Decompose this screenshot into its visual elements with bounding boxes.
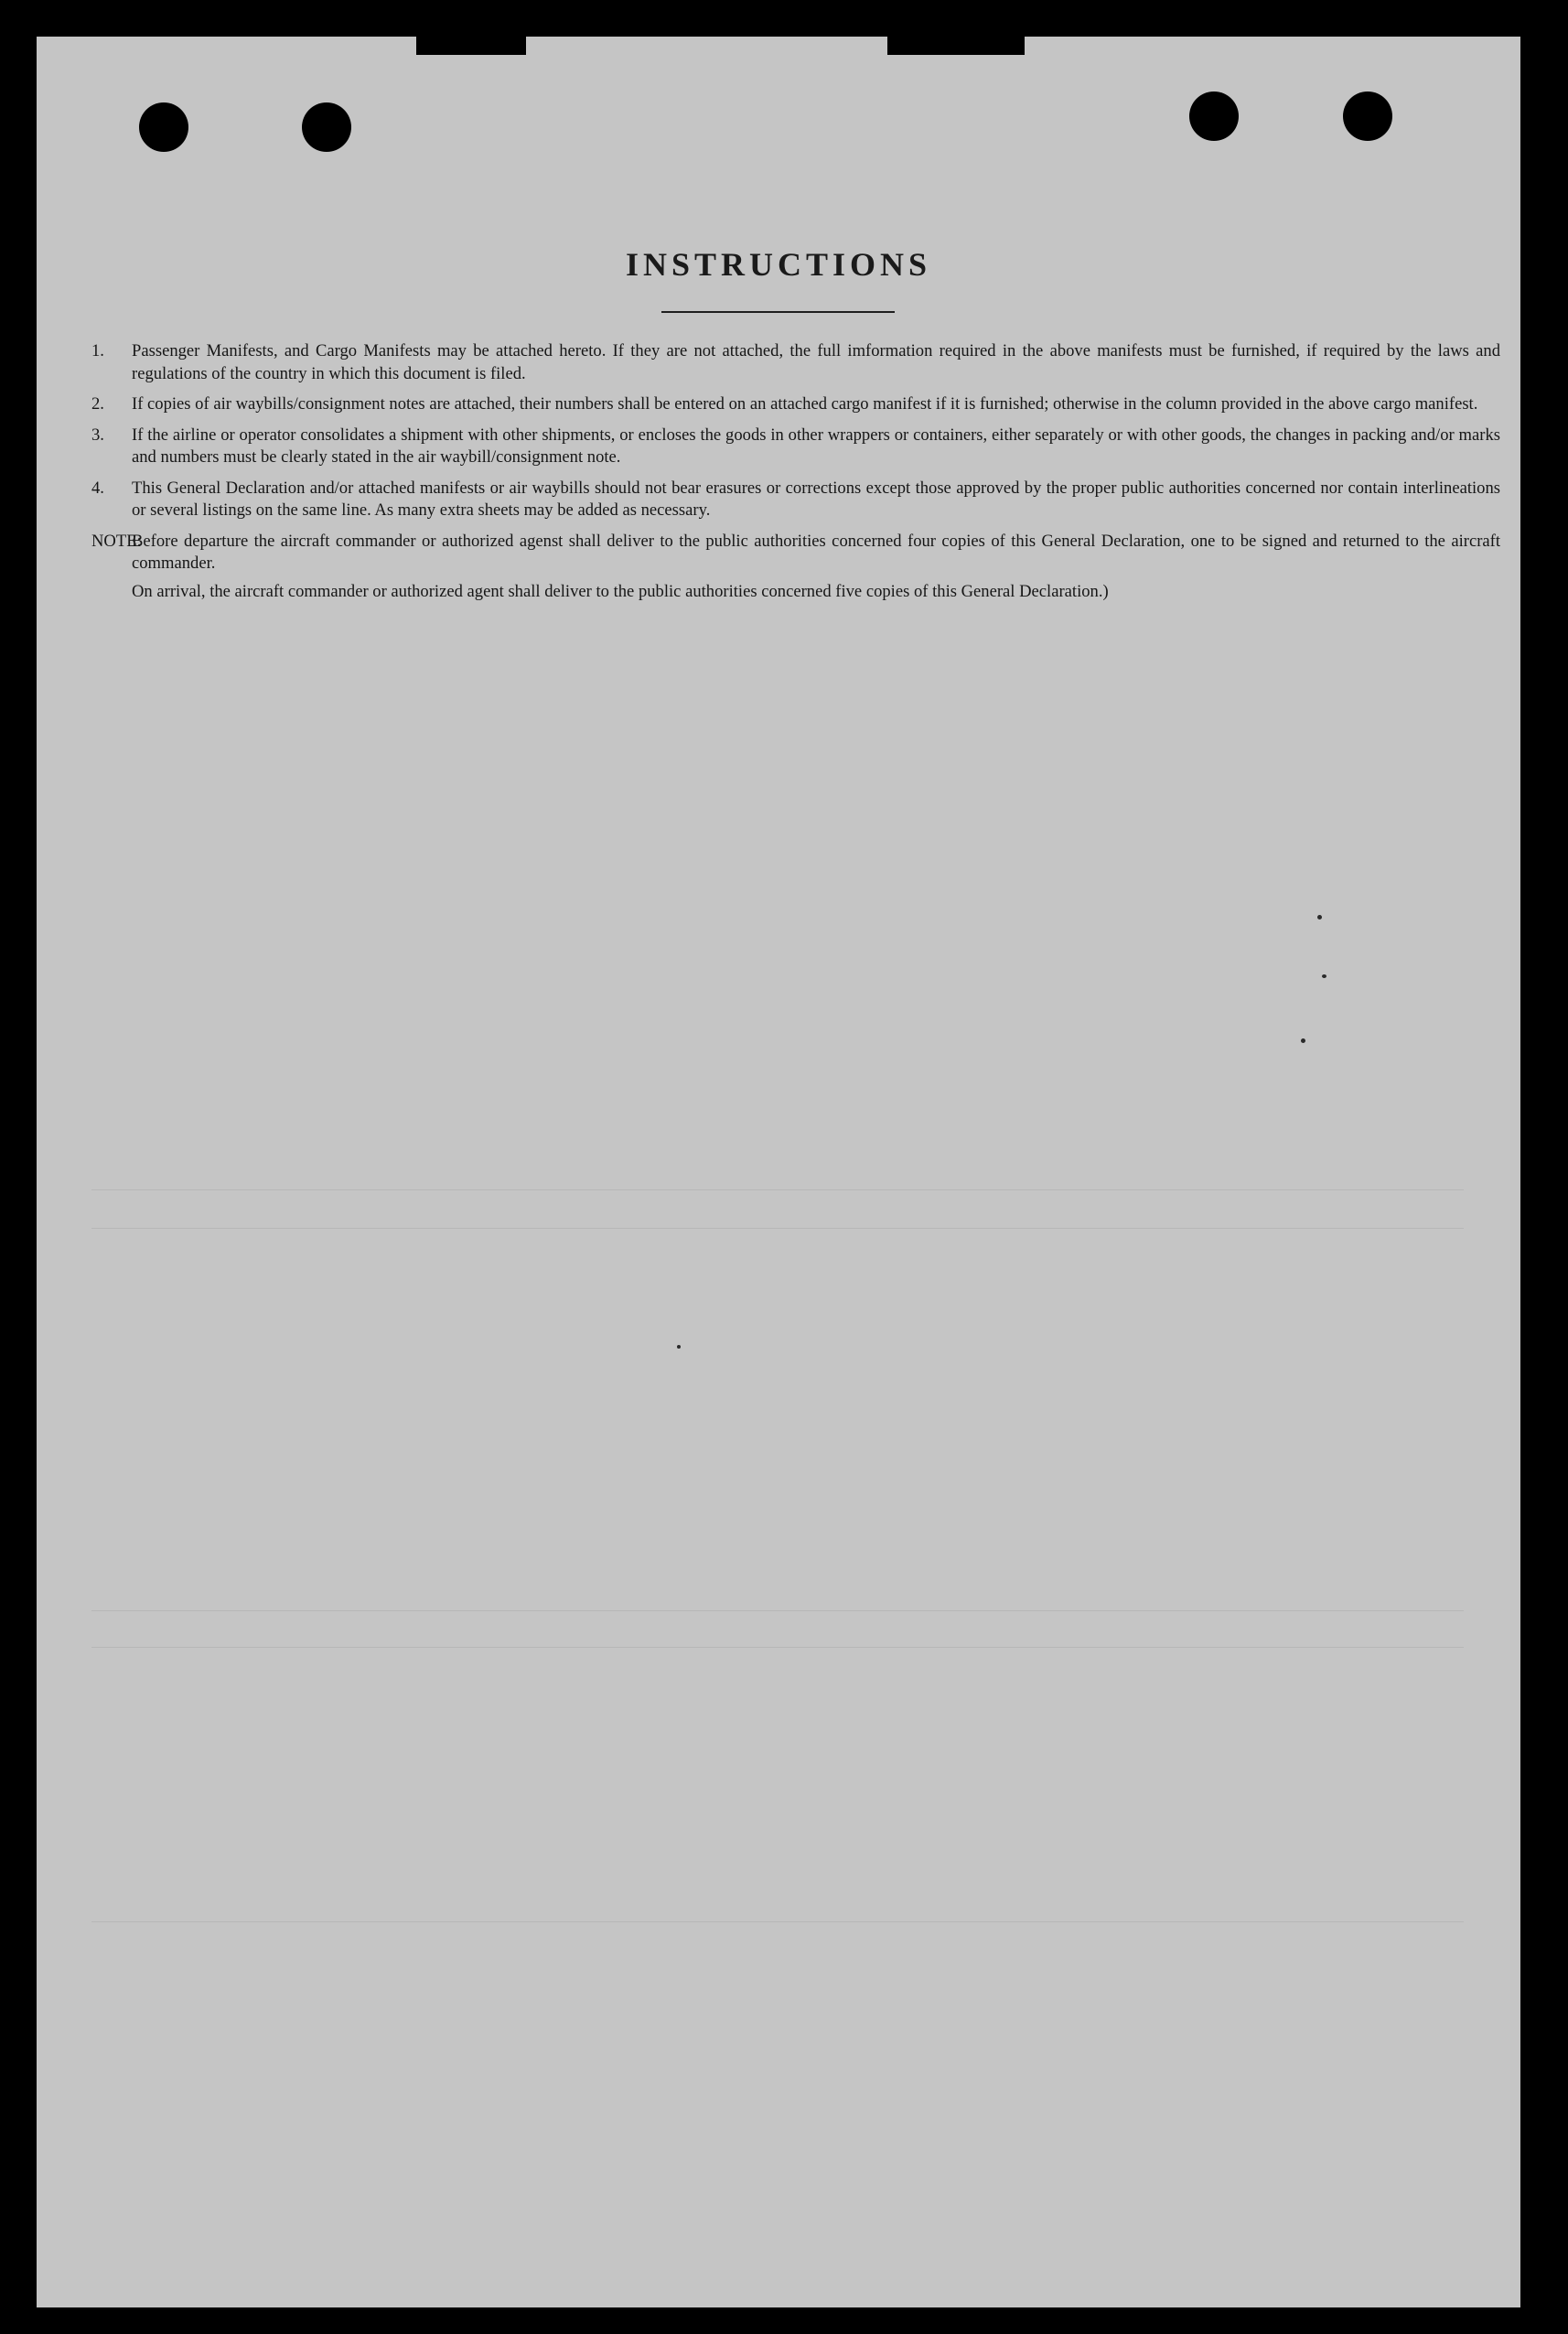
- ink-speck: [1322, 974, 1326, 978]
- instruction-number: 2.: [91, 394, 104, 414]
- instruction-text: This General Declaration and/or attached manifests or air waybills should not bear erasures or corrections except those approved by the proper public authorities concerned nor contain interlineations or several listings on the same line. As many extra sheets may be added as necessary.: [132, 478, 1500, 520]
- note-paragraph-arrival: On arrival, the aircraft commander or authorized agent shall deliver to the public authorities concerned five copies of this General Declaration.): [132, 581, 1109, 601]
- ink-speck: [677, 1345, 681, 1349]
- title-underline: [661, 311, 895, 313]
- top-edge-notch: [887, 37, 1025, 55]
- show-through-rule: [91, 1189, 1464, 1190]
- punch-hole-right-2: [1343, 91, 1392, 141]
- ink-speck: [1301, 1038, 1305, 1043]
- instruction-text: Passenger Manifests, and Cargo Manifests may be attached hereto. If they are not attached, the full imformation required in the above manifests must be furnished, if required by the laws and regulations of the country in which this document is filed.: [132, 341, 1500, 383]
- instruction-text: If copies of air waybills/consignment notes are attached, their numbers shall be entered on an attached cargo manifest if it is furnished; otherwise in the column provided in the above cargo manifest.: [132, 394, 1478, 414]
- instruction-item-4: [91, 478, 1500, 522]
- punch-hole-left-1: [139, 102, 188, 152]
- ink-speck: [1317, 915, 1322, 920]
- show-through-rule: [91, 1647, 1464, 1648]
- note-label: NOTE:: [91, 531, 142, 551]
- instruction-number: 1.: [91, 341, 104, 360]
- show-through-rule: [91, 1921, 1464, 1922]
- instructions-list: [91, 340, 1500, 608]
- note-block: [91, 531, 1500, 604]
- instruction-item-2: [91, 393, 1500, 416]
- note-paragraph-departure: Before departure the aircraft commander or authorized agenst shall deliver to the public authorities concerned four copies of this General Declaration, one to be signed and returned to the aircraft commander.: [132, 531, 1500, 573]
- instruction-item-1: [91, 340, 1500, 385]
- top-edge-notch: [416, 37, 526, 55]
- show-through-rule: [91, 1228, 1464, 1229]
- punch-hole-right-1: [1189, 91, 1239, 141]
- page-title: INSTRUCTIONS: [625, 246, 932, 283]
- instruction-item-3: [91, 425, 1500, 469]
- instruction-number: 4.: [91, 478, 104, 498]
- document-page: [37, 37, 1520, 2307]
- punch-hole-left-2: [302, 102, 351, 152]
- instruction-number: 3.: [91, 425, 104, 445]
- show-through-rule: [91, 1610, 1464, 1611]
- instruction-text: If the airline or operator consolidates a shipment with other shipments, or encloses the goods in other wrappers or containers, either separately or with other goods, the changes in packing and/or marks and numbers must be clearly stated in the air waybill/consignment note.: [132, 425, 1500, 467]
